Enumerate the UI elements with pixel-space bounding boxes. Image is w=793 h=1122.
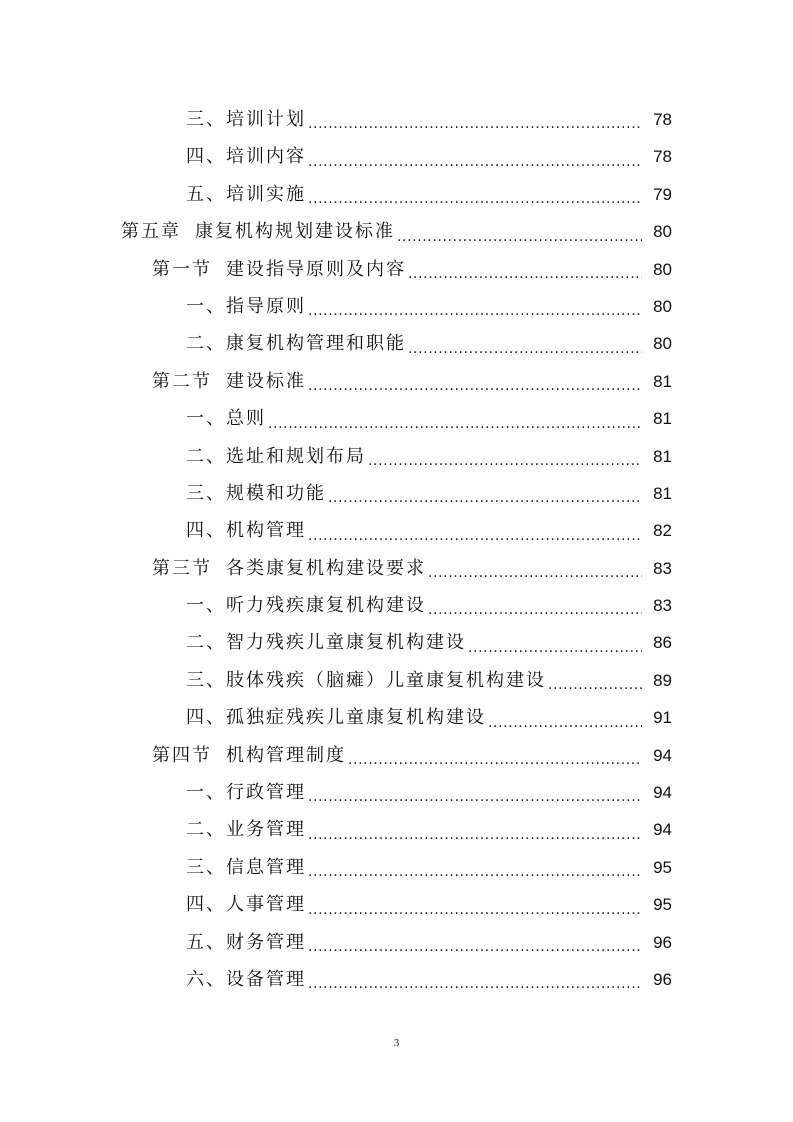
toc-entry-item[interactable] bbox=[0, 138, 793, 175]
toc-entry-number: 三、 bbox=[186, 856, 226, 878]
toc-entry-page-number: 83 bbox=[653, 558, 672, 578]
toc-entry-title: 总则 bbox=[226, 408, 266, 430]
toc-entry-item[interactable] bbox=[0, 101, 793, 138]
toc-entry-label bbox=[152, 550, 426, 587]
toc-entry-label bbox=[186, 512, 306, 549]
toc-entry-number: 四、 bbox=[186, 146, 226, 168]
toc-dot-leader bbox=[397, 213, 642, 250]
toc-entry-label bbox=[186, 624, 466, 661]
toc-dot-leader bbox=[308, 176, 642, 213]
toc-entry-title: 选址和规划布局 bbox=[226, 445, 366, 467]
toc-entry-item[interactable] bbox=[0, 662, 793, 699]
toc-entry-title: 听力残疾康复机构建设 bbox=[226, 595, 426, 617]
toc-dot-leader bbox=[488, 699, 642, 736]
toc-entry-label bbox=[186, 774, 306, 811]
toc-dot-leader bbox=[308, 363, 642, 400]
toc-entry-number: 三、 bbox=[186, 482, 226, 504]
toc-entry-title: 机构管理 bbox=[226, 520, 306, 542]
toc-dot-leader bbox=[468, 624, 642, 661]
toc-entry-number: 第四节 bbox=[152, 744, 212, 766]
toc-entry-page-number: 91 bbox=[653, 708, 672, 728]
toc-dot-leader bbox=[328, 475, 642, 512]
toc-entry-number: 三、 bbox=[186, 669, 226, 691]
toc-entry-number: 第一节 bbox=[152, 258, 212, 280]
toc-entry-page-number: 94 bbox=[653, 783, 672, 803]
toc-entry-item[interactable] bbox=[0, 699, 793, 736]
page-number: 3 bbox=[393, 1037, 400, 1049]
toc-dot-leader bbox=[308, 101, 642, 138]
toc-dot-leader bbox=[308, 811, 642, 848]
toc-entry-label bbox=[152, 251, 406, 288]
toc-entry-section[interactable] bbox=[0, 363, 793, 400]
toc-entry-number: 二、 bbox=[186, 445, 226, 467]
toc-entry-number: 一、 bbox=[186, 782, 226, 804]
toc-entry-section[interactable] bbox=[0, 251, 793, 288]
toc-entry-title: 规模和功能 bbox=[226, 482, 326, 504]
toc-entry-page-number: 80 bbox=[653, 296, 672, 316]
toc-entry-title: 业务管理 bbox=[226, 819, 306, 841]
toc-entry-number: 一、 bbox=[186, 408, 226, 430]
toc-entry-section[interactable] bbox=[0, 550, 793, 587]
toc-entry-number: 四、 bbox=[186, 520, 226, 542]
toc-dot-leader bbox=[308, 886, 642, 923]
toc-entry-label bbox=[152, 737, 346, 774]
toc-entry-title: 财务管理 bbox=[226, 931, 306, 953]
toc-dot-leader bbox=[548, 662, 642, 699]
toc-entry-title: 信息管理 bbox=[226, 856, 306, 878]
toc-entry-label bbox=[186, 886, 306, 923]
toc-entry-title: 指导原则 bbox=[226, 295, 306, 317]
toc-entry-item[interactable] bbox=[0, 475, 793, 512]
toc-entry-title: 设备管理 bbox=[226, 968, 306, 990]
toc-dot-leader bbox=[308, 774, 642, 811]
toc-entry-label bbox=[186, 475, 326, 512]
toc-entry-item[interactable] bbox=[0, 325, 793, 362]
toc-entry-number: 第五章 bbox=[121, 221, 181, 243]
toc-entry-section[interactable] bbox=[0, 737, 793, 774]
toc-dot-leader bbox=[308, 512, 642, 549]
toc-entry-label bbox=[186, 101, 306, 138]
toc-entry-title: 人事管理 bbox=[226, 894, 306, 916]
toc-dot-leader bbox=[348, 737, 642, 774]
toc-entry-page-number: 89 bbox=[653, 670, 672, 690]
toc-entry-item[interactable] bbox=[0, 438, 793, 475]
toc-entry-page-number: 82 bbox=[653, 521, 672, 541]
toc-entry-item[interactable] bbox=[0, 624, 793, 661]
toc-entry-label bbox=[186, 699, 486, 736]
toc-entry-item[interactable] bbox=[0, 886, 793, 923]
toc-dot-leader bbox=[308, 849, 642, 886]
toc-entry-page-number: 81 bbox=[653, 409, 672, 429]
toc-entry-page-number: 96 bbox=[653, 969, 672, 989]
toc-dot-leader bbox=[308, 138, 642, 175]
toc-entry-page-number: 80 bbox=[653, 334, 672, 354]
toc-entry-label bbox=[152, 363, 306, 400]
toc-entry-label bbox=[186, 662, 546, 699]
toc-entry-number: 第三节 bbox=[152, 557, 212, 579]
toc-entry-title: 机构管理制度 bbox=[226, 744, 346, 766]
toc-entry-label bbox=[186, 288, 306, 325]
toc-entry-number: 三、 bbox=[186, 109, 226, 130]
toc-entry-item[interactable] bbox=[0, 924, 793, 961]
toc-dot-leader bbox=[428, 550, 642, 587]
toc-entry-page-number: 86 bbox=[653, 633, 672, 653]
toc-entry-item[interactable] bbox=[0, 512, 793, 549]
toc-entry-label bbox=[186, 325, 406, 362]
toc-entry-label bbox=[121, 213, 395, 250]
toc-entry-number: 五、 bbox=[186, 183, 226, 205]
table-of-contents bbox=[0, 101, 793, 998]
toc-entry-item[interactable] bbox=[0, 587, 793, 624]
toc-entry-label bbox=[186, 961, 306, 998]
toc-entry-number: 二、 bbox=[186, 333, 226, 355]
toc-entry-page-number: 80 bbox=[653, 222, 672, 242]
toc-entry-title: 培训实施 bbox=[226, 183, 306, 205]
toc-entry-page-number: 78 bbox=[653, 110, 672, 129]
toc-entry-title: 培训计划 bbox=[226, 109, 306, 130]
toc-dot-leader bbox=[408, 325, 642, 362]
toc-entry-number: 五、 bbox=[186, 931, 226, 953]
toc-entry-item[interactable] bbox=[0, 811, 793, 848]
toc-entry-page-number: 94 bbox=[653, 820, 672, 840]
toc-entry-page-number: 80 bbox=[653, 259, 672, 279]
toc-entry-number: 二、 bbox=[186, 632, 226, 654]
toc-entry-item[interactable] bbox=[0, 400, 793, 437]
toc-entry-number: 四、 bbox=[186, 707, 226, 729]
toc-entry-label bbox=[186, 924, 306, 961]
toc-entry-label bbox=[186, 811, 306, 848]
toc-entry-label bbox=[186, 176, 306, 213]
toc-entry-item[interactable] bbox=[0, 961, 793, 998]
toc-entry-page-number: 79 bbox=[653, 184, 672, 204]
toc-entry-page-number: 81 bbox=[653, 371, 672, 391]
toc-entry-page-number: 95 bbox=[653, 895, 672, 915]
toc-entry-number: 六、 bbox=[186, 968, 226, 990]
toc-dot-leader bbox=[308, 288, 642, 325]
toc-entry-item[interactable] bbox=[0, 849, 793, 886]
toc-entry-item[interactable] bbox=[0, 288, 793, 325]
toc-entry-label bbox=[186, 438, 366, 475]
toc-entry-chapter[interactable] bbox=[0, 213, 793, 250]
toc-entry-number: 一、 bbox=[186, 295, 226, 317]
toc-entry-item[interactable] bbox=[0, 774, 793, 811]
toc-dot-leader bbox=[408, 251, 642, 288]
toc-dot-leader bbox=[268, 400, 642, 437]
toc-entry-page-number: 78 bbox=[653, 147, 672, 167]
toc-dot-leader bbox=[308, 924, 642, 961]
toc-entry-item[interactable] bbox=[0, 176, 793, 213]
toc-entry-page-number: 83 bbox=[653, 596, 672, 616]
toc-entry-page-number: 96 bbox=[653, 932, 672, 952]
toc-entry-number: 一、 bbox=[186, 595, 226, 617]
toc-entry-label bbox=[186, 400, 266, 437]
toc-dot-leader bbox=[428, 587, 642, 624]
toc-entry-label bbox=[186, 587, 426, 624]
toc-entry-number: 第二节 bbox=[152, 370, 212, 392]
toc-entry-title: 智力残疾儿童康复机构建设 bbox=[226, 632, 466, 654]
toc-entry-title: 培训内容 bbox=[226, 146, 306, 168]
toc-entry-title: 肢体残疾（脑瘫）儿童康复机构建设 bbox=[226, 669, 546, 691]
toc-dot-leader bbox=[308, 961, 642, 998]
toc-entry-page-number: 94 bbox=[653, 745, 672, 765]
toc-dot-leader bbox=[368, 438, 642, 475]
toc-entry-title: 建设标准 bbox=[226, 370, 306, 392]
toc-entry-title: 康复机构规划建设标准 bbox=[195, 221, 395, 243]
toc-entry-page-number: 81 bbox=[653, 446, 672, 466]
toc-entry-title: 各类康复机构建设要求 bbox=[226, 557, 426, 579]
toc-entry-number: 四、 bbox=[186, 894, 226, 916]
toc-entry-label bbox=[186, 138, 306, 175]
toc-entry-number: 二、 bbox=[186, 819, 226, 841]
toc-entry-label bbox=[186, 849, 306, 886]
toc-entry-title: 行政管理 bbox=[226, 782, 306, 804]
toc-entry-title: 康复机构管理和职能 bbox=[226, 333, 406, 355]
toc-entry-title: 建设指导原则及内容 bbox=[226, 258, 406, 280]
toc-entry-page-number: 95 bbox=[653, 857, 672, 877]
toc-entry-page-number: 81 bbox=[653, 483, 672, 503]
toc-entry-title: 孤独症残疾儿童康复机构建设 bbox=[226, 707, 486, 729]
